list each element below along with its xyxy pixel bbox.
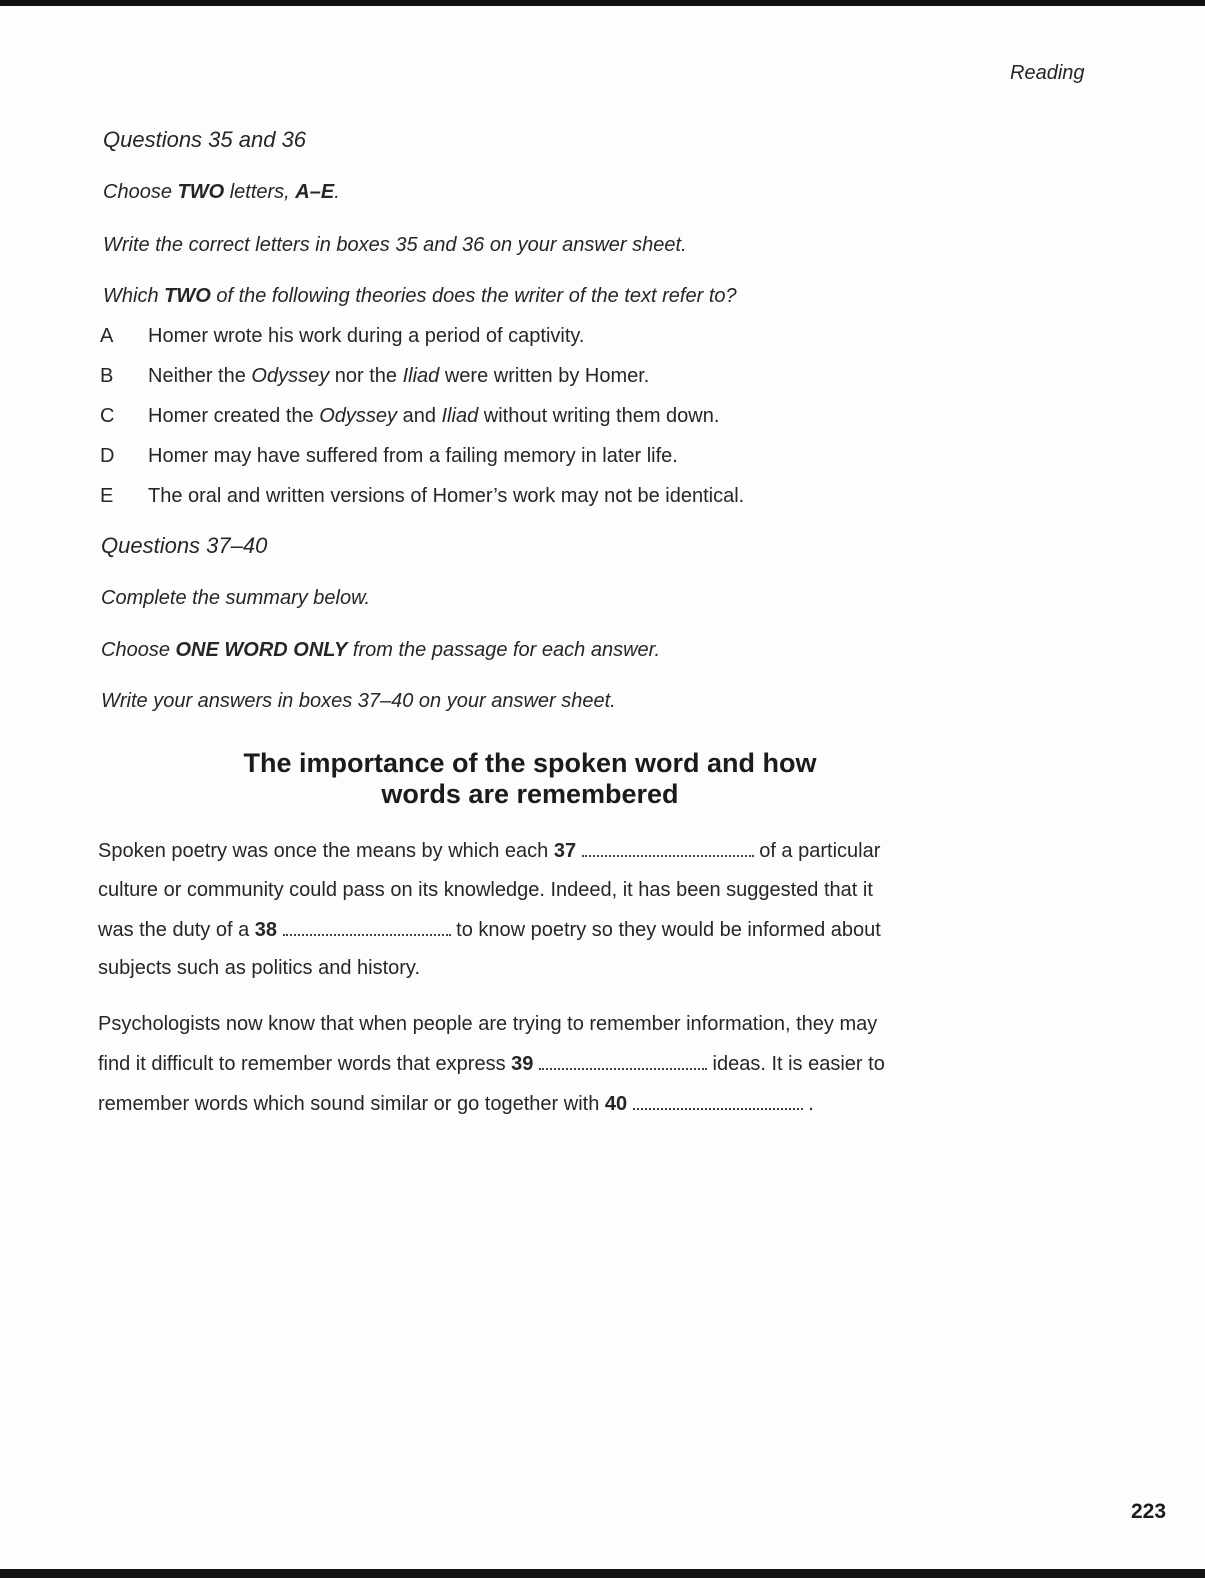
option-c: C Homer created the Odyssey and Iliad without writing them down. <box>100 405 720 427</box>
summary-title <box>170 748 890 810</box>
gap-number-38: 38 <box>254 919 278 941</box>
answer-gap-38 <box>283 918 451 936</box>
summary-p1-line-2: culture or community could pass on its knowledge. Indeed, it has been suggested that it <box>98 879 873 901</box>
option-b: B Neither the Odyssey nor the Iliad were written by Homer. <box>100 365 650 387</box>
questions-35-36-heading: Questions 35 and 36 <box>103 127 307 152</box>
page-number: 223 <box>1131 1500 1167 1523</box>
option-a <box>100 325 584 348</box>
option-letter: D <box>100 445 115 467</box>
summary-p1-line-3: was the duty of a 38 to know poetry so they would be informed about <box>98 919 881 941</box>
option-d <box>100 445 678 468</box>
option-text: Homer may have suffered from a failing memory in later life. <box>148 445 678 467</box>
option-letter: C <box>100 405 115 427</box>
gap-number-40: 40 <box>604 1093 628 1115</box>
questions-37-40-heading: Questions 37–40 <box>101 533 268 558</box>
gap-number-37: 37 <box>553 840 577 862</box>
page-bottom-edge <box>0 1569 1205 1578</box>
summary-p1-line-1: Spoken poetry was once the means by which each 37 of a particular <box>98 840 881 862</box>
option-letter: E <box>100 485 114 507</box>
summary-title-line-2: words are remembered <box>381 779 679 809</box>
option-text: Homer wrote his work during a period of captivity. <box>148 325 585 347</box>
page-top-edge <box>0 0 1205 6</box>
summary-p2-line-1: Psychologists now know that when people are trying to remember information, they may <box>98 1013 878 1035</box>
answer-gap-37 <box>582 839 754 857</box>
running-head: Reading <box>1010 62 1085 84</box>
q37-40-instruction-complete: Complete the summary below. <box>101 587 371 609</box>
q37-40-instruction-write: Write your answers in boxes 37–40 on your answer sheet. <box>101 690 616 712</box>
summary-p2-line-3: remember words which sound similar or go together with 40 . <box>98 1093 814 1115</box>
q35-36-instruction-choose: Choose TWO letters, A–E. <box>103 181 340 203</box>
answer-gap-39 <box>539 1052 707 1070</box>
summary-p1-line-4: subjects such as politics and history. <box>98 957 421 979</box>
q35-36-instruction-write: Write the correct letters in boxes 35 and 36 on your answer sheet. <box>103 234 687 256</box>
option-text: The oral and written versions of Homer’s work may not be identical. <box>148 485 745 507</box>
option-letter: A <box>100 325 114 347</box>
option-letter: B <box>100 365 114 387</box>
summary-title-line-1: The importance of the spoken word and how <box>243 748 817 778</box>
answer-gap-40 <box>633 1092 803 1110</box>
q37-40-instruction-choose: Choose ONE WORD ONLY from the passage for each answer. <box>101 639 661 661</box>
gap-number-39: 39 <box>511 1053 534 1075</box>
summary-p2-line-2: find it difficult to remember words that express 39 ideas. It is easier to <box>98 1053 885 1075</box>
q35-36-question: Which TWO of the following theories does the writer of the text refer to? <box>103 285 737 307</box>
option-e <box>100 485 744 508</box>
